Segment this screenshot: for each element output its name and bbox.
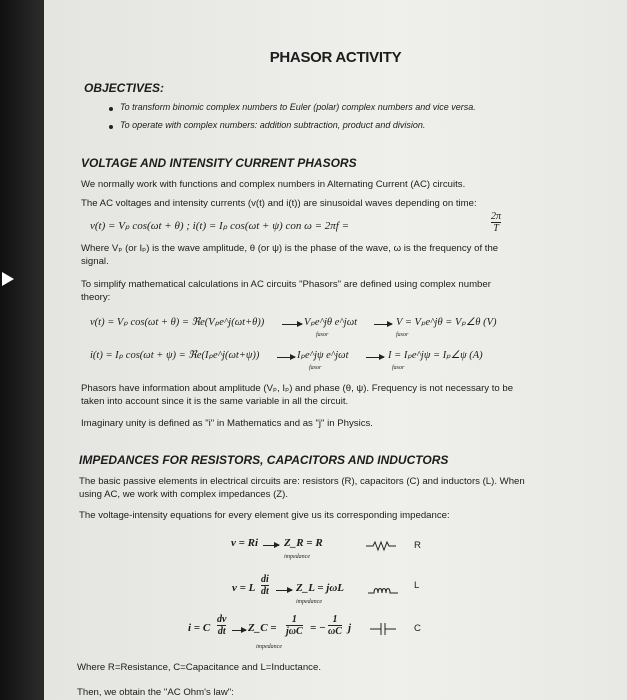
phasor-voltage-left: v(t) = Vₚ cos(ωt + θ) = ℜe(Vₚe^j(ωt+θ)) — [90, 317, 265, 328]
paragraph: theory: — [81, 292, 111, 303]
capacitor-equals: = − — [310, 622, 326, 634]
arrow-icon — [366, 357, 384, 358]
phasor-current-left: i(t) = Iₚ cos(ωt + ψ) = ℜe(Iₚe^j(ωt+ψ)) — [90, 350, 260, 361]
objective-item-1: To transform binomic complex numbers to Euler (polar) complex numbers and vice versa. — [120, 102, 476, 112]
inductor-impedance: Z_L = jωL — [296, 582, 345, 594]
paragraph: To simplify mathematical calculations in AC circuits "Phasors" are defined using complex number — [81, 279, 491, 290]
resistor-impedance: Z_R = R — [284, 537, 323, 549]
fasor-label: fasor — [316, 332, 329, 338]
phasor-current-mid: Iₚe^jψ e^jωt — [297, 350, 349, 361]
capacitor-symbol-icon — [370, 622, 396, 636]
arrow-icon — [276, 590, 292, 591]
fasor-label: fasor — [392, 365, 405, 371]
phasor-voltage-right: V = Vₚe^jθ = Vₚ∠θ (V) — [396, 317, 497, 328]
paragraph: Where R=Resistance, C=Capacitance and L=Inductance. — [77, 662, 321, 673]
fasor-label: fasor — [309, 365, 322, 371]
paragraph: taken into account since it is the same variable in all the circuit. — [81, 396, 349, 407]
capacitor-impedance: Z_C = — [248, 622, 277, 634]
paragraph: Imaginary unity is defined as "i" in Mathematics and as "j" in Physics. — [81, 418, 373, 429]
imaginary-j: j — [348, 622, 352, 634]
objective-item-2: To operate with complex numbers: addition subtraction, product and division. — [120, 120, 426, 130]
phasor-voltage-mid: Vₚe^jθ e^jωt — [304, 317, 358, 328]
arrow-icon — [263, 545, 279, 546]
paragraph: using AC, we work with complex impedances (Z). — [79, 489, 289, 500]
resistor-symbol-icon — [366, 540, 396, 552]
phasor-current-right: I = Iₚe^jψ = Iₚ∠ψ (A) — [388, 350, 483, 361]
paragraph: The basic passive elements in electrical circuits are: resistors (R), capacitors (C) and inductors (L). When — [79, 476, 525, 487]
section-heading-impedances: IMPEDANCES FOR RESISTORS, CAPACITORS AND INDUCTORS — [79, 453, 449, 467]
paragraph: Phasors have information about amplitude (Vₚ, Iₚ) and phase (θ, ψ). Frequency is not necessary to be — [81, 383, 514, 394]
arrow-icon — [374, 324, 392, 325]
capacitor-label: C — [414, 623, 421, 634]
paragraph: We normally work with functions and complex numbers in Alternating Current (AC) circuits. — [81, 179, 466, 190]
fraction-2pi-over-t: 2π T — [491, 211, 502, 234]
equation-waves: v(t) = Vₚ cos(ωt + θ) ; i(t) = Iₚ cos(ωt + ψ) con ω = 2πf = — [90, 220, 350, 232]
fraction-1-over-jwc: 1 jωC — [286, 614, 303, 637]
inductor-equation-left: v = L — [232, 582, 256, 594]
bullet-icon — [109, 107, 113, 111]
impedance-label: impedance — [256, 644, 282, 650]
arrow-icon — [232, 630, 246, 631]
resistor-label: R — [414, 540, 421, 551]
fraction-di-dt: di dt — [261, 574, 269, 597]
paragraph: The AC voltages and intensity currents (v(t) and i(t)) are sinusoidal waves depending on time: — [81, 198, 477, 209]
impedance-label: impedance — [296, 599, 322, 605]
paragraph: The voltage-intensity equations for every element give us its corresponding impedance: — [79, 510, 450, 521]
capacitor-equation-left: i = C — [188, 622, 211, 634]
fraction-dv-dt: dv dt — [217, 614, 227, 637]
resistor-equation-left: v = Ri — [231, 537, 259, 549]
paragraph: Then, we obtain the "AC Ohm's law": — [77, 687, 234, 698]
objectives-heading: OBJECTIVES: — [84, 81, 165, 95]
arrow-icon — [282, 324, 302, 325]
mouse-cursor-icon — [2, 272, 14, 286]
paragraph: Where Vₚ (or Iₚ) is the wave amplitude, θ (or ψ) is the phase of the wave, ω is the frequency of the — [81, 243, 499, 254]
page-title: PHASOR ACTIVITY — [269, 49, 402, 66]
bullet-icon — [109, 125, 113, 129]
fraction-1-over-wc: 1 ωC — [328, 614, 342, 637]
fasor-label: fasor — [396, 332, 409, 338]
impedance-label: impedance — [284, 554, 310, 560]
paragraph: signal. — [81, 256, 109, 267]
inductor-label: L — [414, 580, 420, 591]
inductor-symbol-icon — [368, 585, 398, 597]
document-page — [44, 0, 627, 700]
section-heading-phasors: VOLTAGE AND INTENSITY CURRENT PHASORS — [81, 156, 357, 170]
arrow-icon — [277, 357, 295, 358]
